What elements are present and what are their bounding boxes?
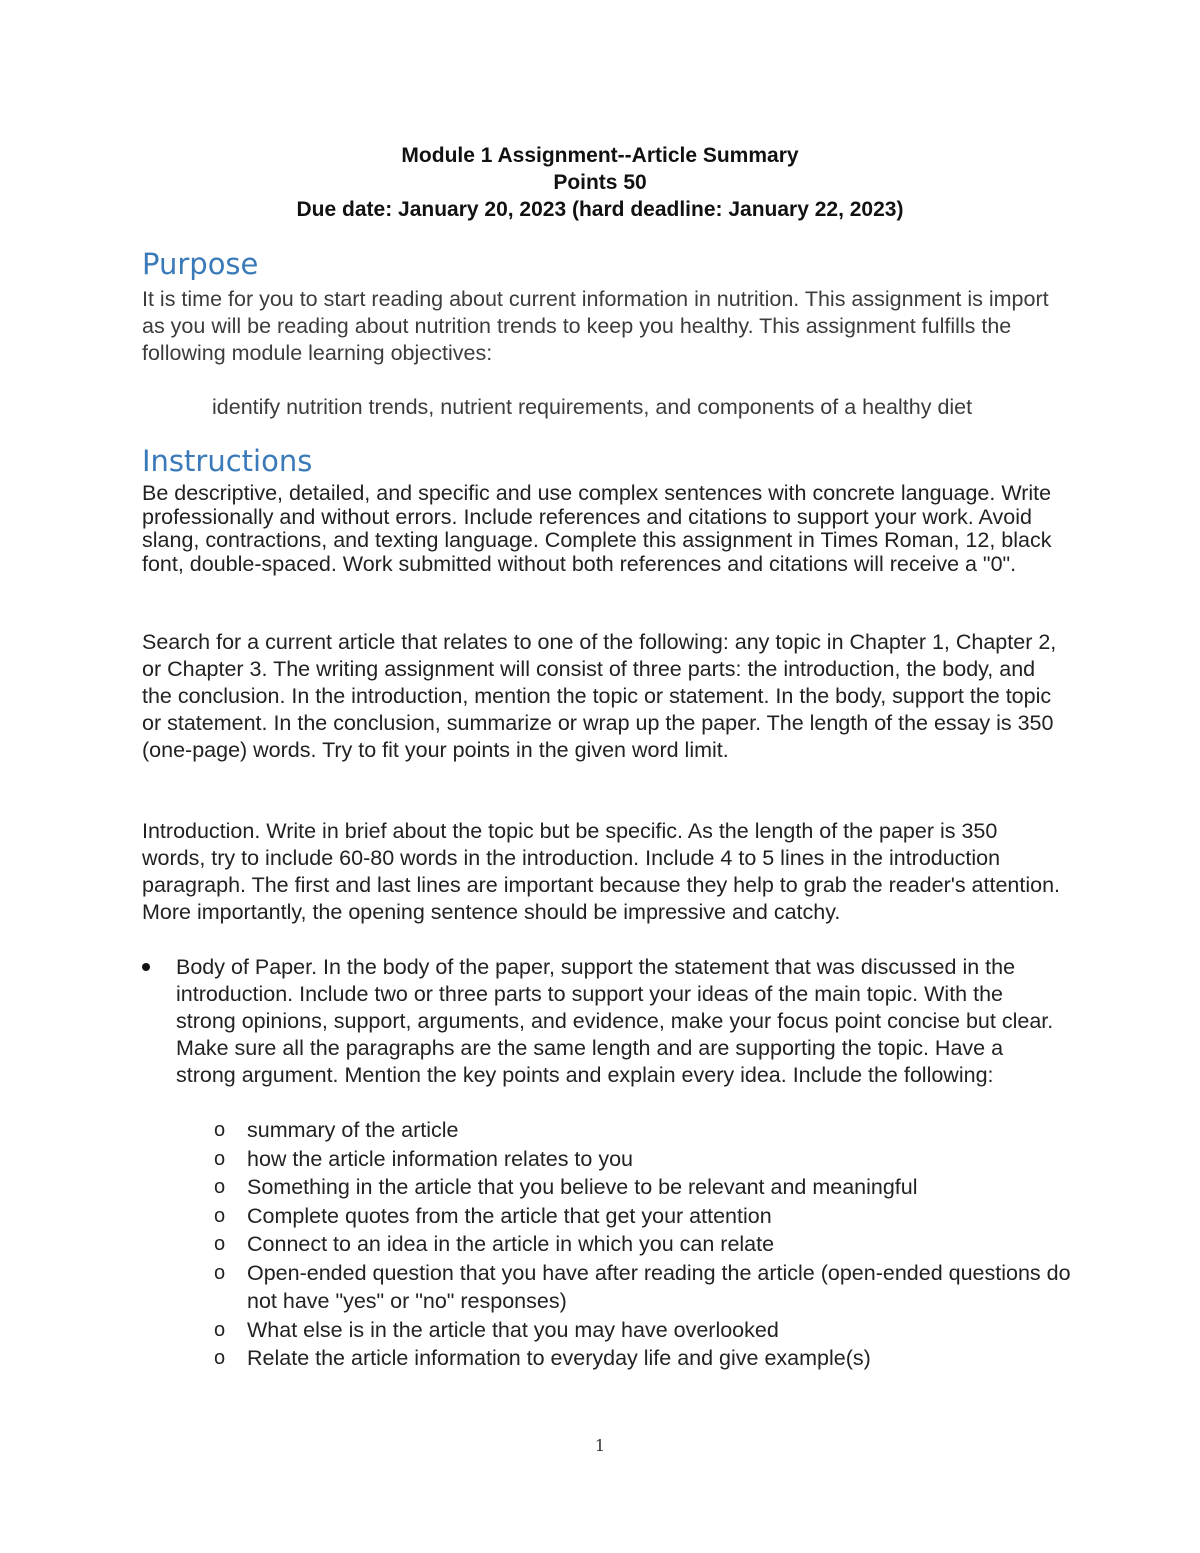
- instructions-paragraph-1: Be descriptive, detailed, and specific and use complex sentences with concrete language. Write professionally and without errors. Include references and citations to support your work. Avoid slang, contractions, and texting language. Complete this assignment in Times Roman, 12, black font, double-spaced. Work submitted without both references and citations will receive a "0".: [142, 481, 1052, 576]
- list-item: o Complete quotes from the article that get your attention: [214, 1202, 1074, 1231]
- title-block: [0, 142, 1200, 223]
- circle-bullet-icon: o: [214, 1318, 226, 1341]
- purpose-paragraph: It is time for you to start reading about current information in nutrition. This assignment is import as you will be reading about nutrition trends to keep you healthy. This assignment fulfills the following module learning objectives:: [142, 287, 1049, 365]
- circle-bullet-icon: o: [214, 1147, 226, 1170]
- list-item: o Relate the article information to everyday life and give example(s): [214, 1344, 1074, 1373]
- circle-bullet-icon: o: [214, 1261, 226, 1284]
- due-date-line: Due date: January 20, 2023 (hard deadline: January 22, 2023): [296, 198, 904, 221]
- points-line: Points 50: [553, 171, 647, 194]
- list-item: o summary of the article: [214, 1116, 1074, 1145]
- body-of-paper-text: Body of Paper. In the body of the paper, support the statement that was discussed in the introduction. Include two or three parts to support your ideas of the main topic. With the strong opinions, support, arguments, and evidence, make your focus point concise but clear. Make sure all the paragraphs are the same length and are supporting the topic. Have a strong argument. Mention the key points and explain every idea. Include the following:: [176, 955, 1054, 1087]
- instructions-heading: Instructions: [142, 444, 313, 478]
- page-number: 1: [594, 1436, 606, 1455]
- circle-bullet-icon: o: [214, 1176, 226, 1198]
- purpose-heading: Purpose: [142, 247, 259, 281]
- circle-bullet-icon: o: [214, 1347, 226, 1369]
- learning-objective: identify nutrition trends, nutrient requirements, and components of a healthy diet: [212, 395, 973, 419]
- instructions-paragraph-2: Search for a current article that relates to one of the following: any topic in Chapter 1, Chapter 2, or Chapter 3. The writing assignment will consist of three parts: the introduction, the body, and the conclusion. In the introduction, mention the topic or statement. In the body, support the topic or statement. In the conclusion, summarize or wrap up the paper. The length of the essay is 350 (one-page) words. Try to fit your points in the given word limit.: [142, 630, 1057, 762]
- circle-bullet-icon: o: [214, 1233, 226, 1255]
- list-item: o What else is in the article that you may have overlooked: [214, 1316, 1074, 1345]
- assignment-title: Module 1 Assignment--Article Summary: [401, 144, 799, 167]
- bullet-dot-icon: [142, 963, 150, 971]
- circle-bullet-icon: o: [214, 1204, 226, 1227]
- include-following-list: [214, 1116, 1074, 1373]
- body-of-paper-bullet: [142, 954, 1062, 1089]
- introduction-paragraph: Introduction. Write in brief about the topic but be specific. As the length of the paper is 350 words, try to include 60-80 words in the introduction. Include 4 to 5 lines in the introduction paragraph. The first and last lines are important because they help to grab the reader's attention. More importantly, the opening sentence should be impressive and catchy.: [142, 819, 1061, 924]
- circle-bullet-icon: o: [214, 1119, 226, 1141]
- list-item: o how the article information relates to you: [214, 1145, 1074, 1174]
- list-item: o Open-ended question that you have after reading the article (open-ended questions do not have "yes" or "no" responses): [214, 1260, 1071, 1313]
- list-item: o Something in the article that you believe to be relevant and meaningful: [214, 1173, 1074, 1202]
- list-item: o Connect to an idea in the article in which you can relate: [214, 1230, 1074, 1259]
